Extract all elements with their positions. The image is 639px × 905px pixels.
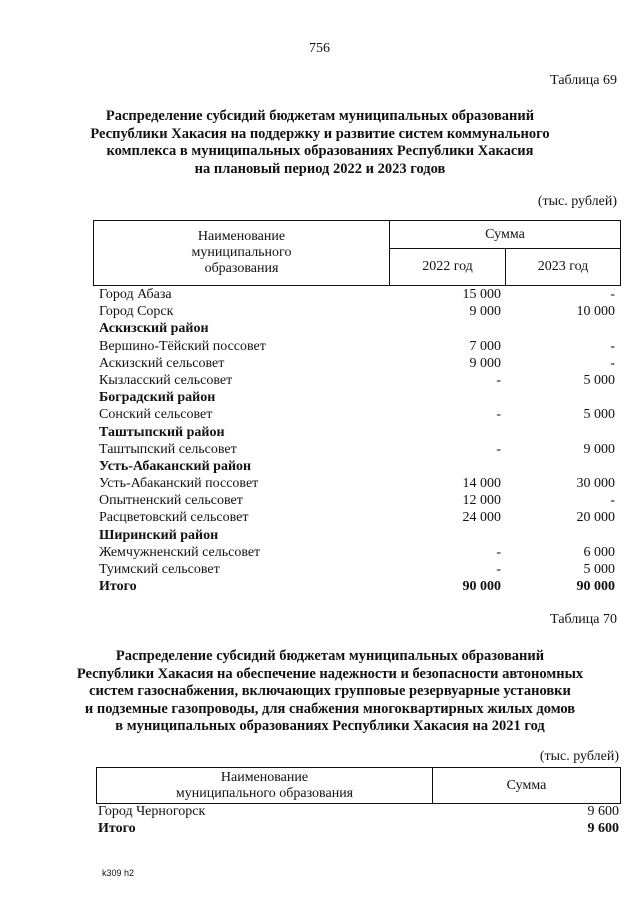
row-name: Усть-Абаканский район bbox=[99, 458, 252, 474]
table-row bbox=[96, 803, 621, 820]
row-name: Усть-Абаканский поссовет bbox=[99, 476, 259, 492]
table-row bbox=[93, 372, 621, 389]
title-line: комплекса в муниципальных образованиях Республики Хакасия bbox=[106, 143, 534, 159]
footer-code: k309 h2 bbox=[102, 868, 135, 878]
table-70-header bbox=[96, 767, 621, 804]
row-name: Туимский сельсовет bbox=[99, 562, 220, 577]
row-name: Итого bbox=[98, 821, 136, 837]
table-row-district bbox=[93, 320, 621, 337]
header-line: образования bbox=[204, 261, 279, 276]
row-value-2022: - bbox=[496, 407, 501, 423]
table-row-total bbox=[96, 820, 621, 837]
table-70-title bbox=[40, 648, 620, 736]
title-line: и подземные газопроводы, для снабжения многоквартирных жилых домов bbox=[84, 700, 576, 717]
row-value-2022: 14 000 bbox=[462, 476, 501, 492]
table-row bbox=[93, 355, 621, 372]
row-value-2023: 10 000 bbox=[576, 304, 615, 320]
table-row-district bbox=[93, 458, 621, 475]
table-70-unit: (тыс. рублей) bbox=[539, 749, 619, 764]
table-row bbox=[93, 338, 621, 355]
year-2022-header: 2022 год bbox=[390, 249, 506, 286]
row-value-2023: 5 000 bbox=[583, 407, 615, 423]
row-value-2023: 6 000 bbox=[583, 544, 615, 560]
table-row bbox=[93, 441, 621, 458]
year-2023-header: 2023 год bbox=[506, 249, 621, 286]
table-row bbox=[93, 475, 621, 492]
row-value-2022: - bbox=[496, 544, 501, 560]
row-value-2023: - bbox=[610, 355, 615, 371]
row-value-2022: 24 000 bbox=[462, 510, 501, 526]
table-69-title bbox=[60, 108, 580, 178]
title-line: на плановый период 2022 и 2023 годов bbox=[194, 160, 446, 177]
row-value-2023: - bbox=[610, 338, 615, 354]
table-69-body bbox=[93, 286, 621, 595]
table-row-district bbox=[93, 527, 621, 544]
table-row bbox=[93, 509, 621, 526]
header-line: муниципального образования bbox=[175, 785, 354, 801]
row-value-2023: 20 000 bbox=[576, 510, 615, 526]
title-line: в муниципальных образованиях Республики Хакасия на 2021 год bbox=[115, 718, 545, 734]
row-value-2023: 5 000 bbox=[583, 562, 615, 577]
table-row bbox=[93, 544, 621, 561]
table-69-label: Таблица 69 bbox=[550, 73, 617, 88]
row-name: Город Сорск bbox=[99, 304, 174, 320]
row-value: 9 600 bbox=[587, 821, 619, 837]
row-name: Жемчужненский сельсовет bbox=[99, 544, 261, 560]
row-value-2022: 15 000 bbox=[462, 287, 501, 302]
row-value-2022: - bbox=[496, 441, 501, 457]
row-value-2023: 9 000 bbox=[583, 441, 615, 457]
row-name: Итого bbox=[99, 579, 137, 595]
row-value-2022: 9 000 bbox=[469, 304, 501, 320]
sum-column-header: Сумма bbox=[390, 221, 621, 249]
row-name: Кызласский сельсовет bbox=[99, 372, 233, 388]
table-row bbox=[93, 561, 621, 578]
row-value-2023: - bbox=[610, 287, 615, 302]
row-name: Вершино-Тёйский поссовет bbox=[99, 338, 266, 354]
row-value-2023: - bbox=[610, 493, 615, 509]
header-line: Наименование bbox=[220, 769, 309, 785]
row-name: Город Черногорск bbox=[98, 804, 206, 819]
row-name: Расцветовский сельсовет bbox=[99, 510, 249, 526]
table-row-total bbox=[93, 578, 621, 595]
row-name: Аскизский сельсовет bbox=[99, 355, 225, 371]
table-row bbox=[93, 406, 621, 423]
title-line: Распределение субсидий бюджетам муниципальных образований bbox=[115, 648, 545, 664]
row-value-2023: 5 000 bbox=[583, 372, 615, 388]
table-row bbox=[93, 492, 621, 509]
table-row-district bbox=[93, 424, 621, 441]
title-line: Республики Хакасия на поддержку и развитие систем коммунального bbox=[90, 125, 550, 142]
header-line: Наименование bbox=[197, 229, 286, 244]
row-name: Опытненский сельсовет bbox=[99, 493, 243, 509]
page-number: 756 bbox=[309, 41, 330, 56]
row-name: Таштыпский сельсовет bbox=[99, 441, 237, 457]
table-70-label: Таблица 70 bbox=[550, 612, 617, 627]
row-value-2022: 7 000 bbox=[469, 338, 501, 354]
row-value-2023: 30 000 bbox=[576, 476, 615, 492]
row-value-2022: 12 000 bbox=[462, 493, 501, 509]
table-70-body bbox=[96, 803, 621, 837]
table-69-unit: (тыс. рублей) bbox=[537, 194, 617, 209]
row-name: Сонский сельсовет bbox=[99, 407, 213, 423]
row-value-2022: - bbox=[496, 562, 501, 577]
row-value-2023: 90 000 bbox=[576, 579, 615, 595]
row-name: Ширинский район bbox=[99, 527, 219, 543]
row-value-2022: - bbox=[496, 372, 501, 388]
table-row-district bbox=[93, 389, 621, 406]
table-69-header bbox=[93, 220, 621, 286]
title-line: систем газоснабжения, включающих групповые резервуарные установки bbox=[89, 683, 571, 699]
name-column-header bbox=[94, 221, 390, 286]
name-column-header bbox=[97, 768, 433, 804]
sum-column-header: Сумма bbox=[433, 768, 621, 804]
row-value-2022: 90 000 bbox=[462, 579, 501, 595]
row-value: 9 600 bbox=[587, 804, 619, 819]
title-line: Распределение субсидий бюджетам муниципальных образований bbox=[105, 108, 535, 124]
row-name: Таштыпский район bbox=[99, 424, 225, 440]
table-row bbox=[93, 303, 621, 320]
header-line: муниципального bbox=[191, 245, 292, 260]
table-row bbox=[93, 286, 621, 303]
row-name: Город Абаза bbox=[99, 287, 172, 302]
row-value-2022: 9 000 bbox=[469, 355, 501, 371]
row-name: Боградский район bbox=[99, 390, 216, 406]
row-name: Аскизский район bbox=[99, 321, 209, 337]
title-line: Республики Хакасия на обеспечение надежности и безопасности автономных bbox=[76, 665, 584, 682]
